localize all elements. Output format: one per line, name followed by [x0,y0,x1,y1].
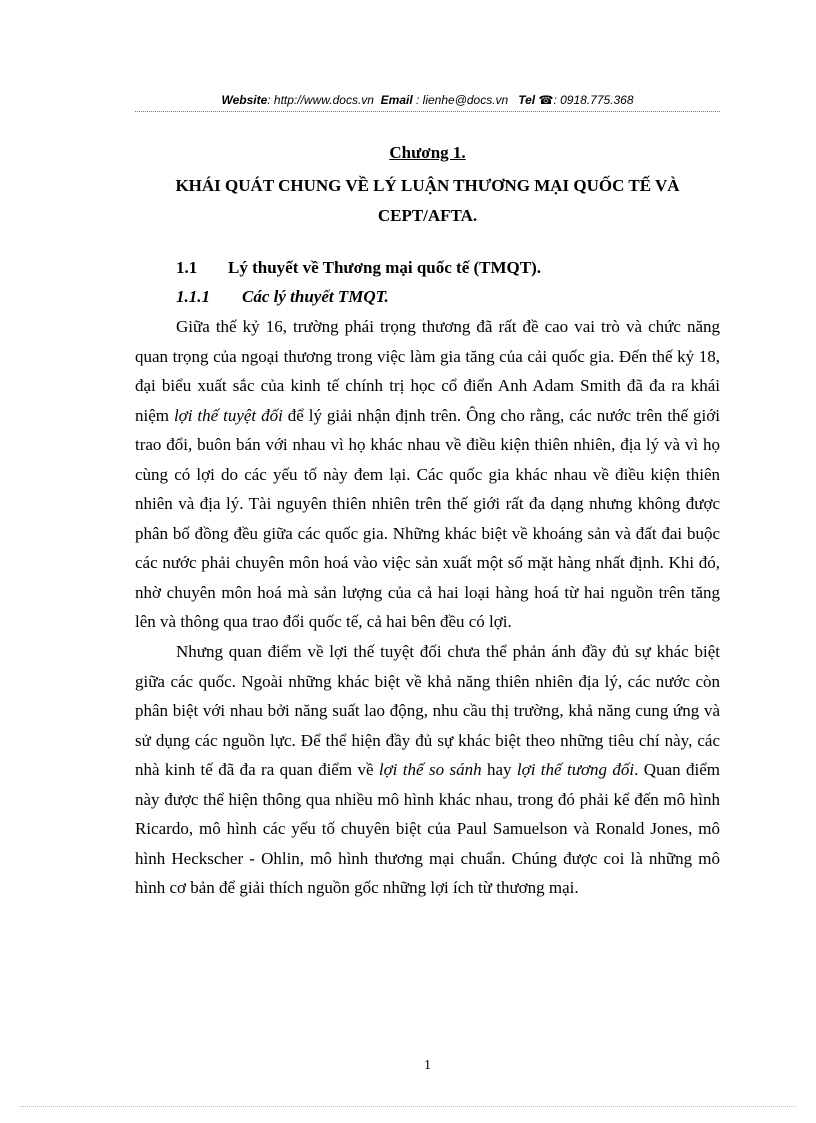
subsection-number: 1.1.1 [176,287,210,306]
phone-icon: ☎ [538,93,554,107]
website-label: Website [221,93,268,107]
paragraph-2 [135,637,720,903]
header-rule [135,111,720,112]
email-label: Email [380,93,413,107]
footer-rule [20,1106,796,1107]
paragraph-1-italic: lợi thế tuyệt đối [173,405,283,425]
tel-label: Tel [518,93,536,107]
paragraph-1 [135,312,720,637]
paragraph-2-text-b: hay [481,760,517,779]
website-value: : http://www.docs.vn [267,93,374,107]
chapter-label: Chương 1. [389,143,466,162]
section-heading [176,258,541,278]
tel-value: : 0918.775.368 [553,93,634,107]
section-number: 1.1 [176,258,198,277]
chapter-title: KHÁI QUÁT CHUNG VỀ LÝ LUẬN THƯƠNG MẠI QUỐC TẾ VÀ CEPT/AFTA. [175,176,680,225]
subsection-title: Các lý thuyết TMQT. [242,287,389,306]
page-number: 1 [424,1058,431,1073]
paragraph-2-italic-2: lợi thế tương đối [516,760,635,779]
section-title: Lý thuyết về Thương mại quốc tế (TMQT). [228,258,542,277]
paragraph-2-italic-1: lợi thế so sánh [378,760,482,779]
paragraph-1-text-b: để lý giải nhận định trên. Ông cho rằng, các nước trên thế giới trao đổi, buôn bán với nhau vì họ khác nhau về điều kiện thiên nhiên, địa lý và vì họ cùng có lợi do các yếu tố này đem lại. Các quốc gia khác nhau về điều kiện thiên nhiên và địa lý. Tài nguyên thiên nhiên trên thế giới rất đa dạng nhưng không được phân bố đồng đều giữa các quốc gia. Những khác biệt về khoáng sản và đất đai buộc các nước phải chuyên môn hoá vào việc sản xuất một số mặt hàng nhất định. Khi đó, nhờ chuyên môn hoá mà sản lượng của cả hai loại hàng hoá từ hai nguồn trên tăng lên và thông qua trao đổi quốc tế, cả hai bên đều có lợi. [135,405,720,631]
paragraph-1-text-a: Giữa thế kỷ 16, trường phái trọng thương đã rất đề cao vai trò và chức năng quan trọng của ngoại thương trong việc làm gia tăng của cải quốc gia. Đến thế kỷ 18, đại biểu xuất sắc của kinh tế chính trị học cổ điển Anh Adam Smith đã đa ra khái niệm [135,317,720,425]
email-value: : lienhe@docs.vn [416,93,509,107]
page-header [135,92,720,108]
paragraph-2-text-a: Nhưng quan điểm về lợi thế tuyệt đối chưa thể phản ánh đầy đủ sự khác biệt giữa các quốc. Ngoài những khác biệt về khả năng thiên nhiên địa lý, các nước còn phân biệt với nhau bởi năng suất lao động, nhu cầu thị trường, khả năng cung ứng và sử dụng các nguồn lực. Để thể hiện đầy đủ sự khác biệt theo những tiêu chí này, các nhà kinh tế đã đa ra quan điểm về [135,642,720,779]
subsection-heading [176,287,389,307]
paragraph-2-text-c: . Quan điểm này được thể hiện thông qua nhiều mô hình khác nhau, trong đó phải kể đến mô hình Ricardo, mô hình các yếu tố chuyên biệt của Paul Samuelson và Ronald Jones, mô hình Heckscher - Ohlin, mô hình thương mại chuẩn. Chúng được coi là những mô hình cơ bản để giải thích nguồn gốc những lợi ích từ thương mại. [135,760,720,897]
